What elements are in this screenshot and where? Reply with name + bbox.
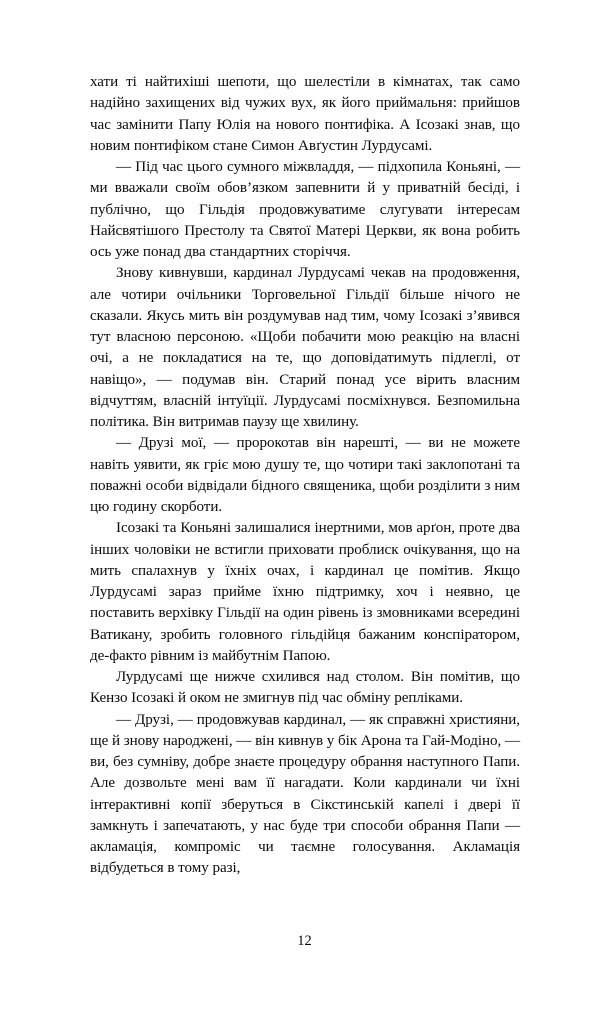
paragraph: — Друзі мої, — пророкотав він нарешті, — ви не можете навіть уявити, як гріє мою душу те, що чотири такі заклопотані та поважні особи відвідали бідного священика, щоби розділити з ним цю годину скорботи. bbox=[90, 435, 520, 515]
paragraph: Лурдусамі ще нижче схилився над столом. Він помітив, що Кензо Ісозакі й оком не змигнув під час обміну репліками. bbox=[90, 669, 520, 707]
page-number: 12 bbox=[297, 933, 312, 949]
paragraph: — Під час цього сумного міжвладдя, — підхопила Коньяні, — ми вважали своїм обов’язком запевнити й у приватній бесіді, і публічно, що Гільдія продовжуватиме слугувати інтересам Найсвятішого Престолу та Святої Матері Церкви, як вона робить ось уже понад два стандартних сторіччя. bbox=[90, 159, 520, 260]
paragraph: хати ті найтихіші шепоти, що шелестіли в кімнатах, так само надійно захищених від чужих вух, як його приймальня: прийшов час замінити Папу Юлія на нового понтифіка. А Ісозакі знав, що новим понтифіком стане Симон Авґустин Лурдусамі. bbox=[90, 74, 520, 154]
paragraph: Знову кивнувши, кардинал Лурдусамі чекав на продовження, але чотири очільники Торговельної Гільдії більше нічого не сказали. Якусь мить він роздумував над тим, чому Ісозакі з’явився тут власною персоною. «Щоби побачити мою реакцію на власні очі, а не покладатися на те, що доповідатимуть підлеглі, от навіщо», — подумав він. Старий понад усе вірить власним відчуттям, власній інтуїції. Лурдусамі посміхнувся. Безпомильна політика. Він витримав паузу ще хвилину. bbox=[90, 265, 520, 430]
paragraph: — Друзі, — продовжував кардинал, — як справжні християни, ще й знову народжені, — він кивнув у бік Арона та Гай-Модіно, — ви, без сумніву, добре знаєте процедуру обрання наступного Папи. Але дозвольте мені вам її нагадати. Коли кардинали чи їхні інтерактивні копії зберуться в Сікстинській капелі і двері її замкнуть і запечатають, у нас буде три способи обрання Папи — акламація, компроміс чи таємне голосування. Акламація відбудеться в тому разі, bbox=[90, 711, 520, 877]
paragraph: Ісозакі та Коньяні залишалися інертними, мов арґон, проте два інших чоловіки не встигли приховати проблиск очікування, що на мить спалахнув у їхніх очах, і кардинал це помітив. Якщо Лурдусамі зараз прийме їхню підтримку, хоч і неявно, це поставить верхівку Гільдії на один рівень із змовниками всередині Ватикану, зробить головного гільдійця бажаним конспіратором, де-факто рівним із майбутнім Папою. bbox=[90, 520, 520, 664]
page-text-block bbox=[90, 72, 520, 880]
